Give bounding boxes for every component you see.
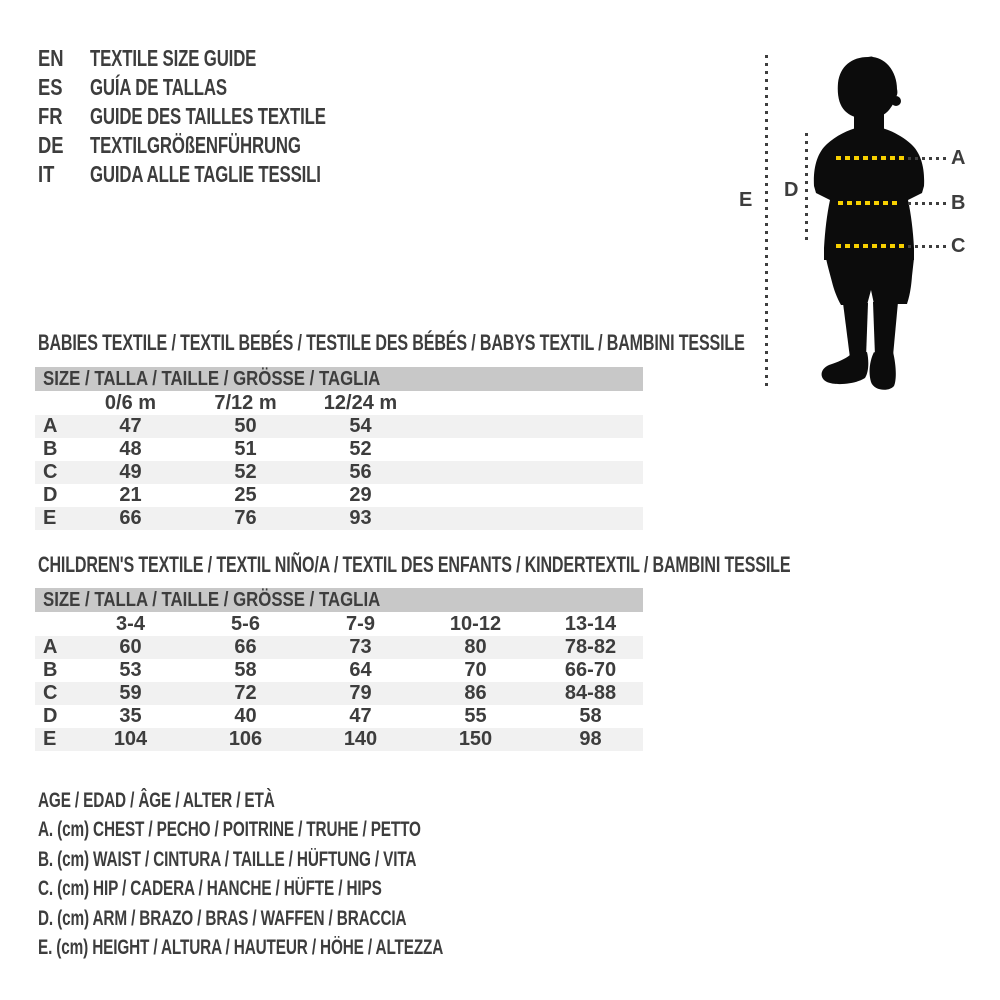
column-header: 0/6 m: [104, 391, 157, 414]
language-line-it: [38, 160, 413, 189]
column-header: 5-6: [231, 612, 260, 635]
waist-line-dark: [908, 202, 946, 205]
row-label: B: [43, 438, 58, 460]
children-size-table: [35, 588, 643, 751]
row-label: E: [43, 507, 57, 529]
size-header-label: SIZE / TALLA / TAILLE / GRÖSSE / TAGLIA: [43, 368, 381, 390]
size-value-cell: 150: [458, 728, 493, 750]
size-value-cell: 25: [234, 484, 257, 506]
size-value-cell: 98: [579, 728, 602, 750]
legend-line-waist: B. (cm) WAIST / CINTURA / TAILLE / HÜFTUNG / VITA: [38, 847, 417, 871]
size-value-cell: 70: [464, 659, 487, 681]
size-value-cell: 66: [234, 636, 257, 658]
size-value-cell: 59: [119, 682, 142, 704]
table-row: [35, 728, 643, 751]
size-value-cell: 84-88: [564, 682, 617, 704]
size-header-bar: [35, 588, 643, 612]
size-value-cell: 78-82: [564, 636, 617, 658]
size-value-cell: 47: [349, 705, 372, 727]
size-value-cell: 53: [119, 659, 142, 681]
size-value-cell: 54: [349, 415, 372, 437]
row-label: A: [43, 415, 58, 437]
table-row: [35, 415, 643, 438]
column-header: 7-9: [346, 612, 375, 635]
chest-label: A: [951, 147, 966, 169]
size-value-cell: 21: [119, 484, 142, 506]
table-row: [35, 461, 643, 484]
language-line-es: [38, 73, 413, 102]
children-section-title: CHILDREN'S TEXTILE / TEXTIL NIÑO/A / TEXTIL DES ENFANTS / KINDERTEXTIL / BAMBINI TESSILE: [38, 552, 791, 577]
hip-line-dark: [908, 245, 946, 248]
guide-title: GUÍA DE TALLAS: [90, 74, 227, 100]
size-value-cell: 52: [234, 461, 257, 483]
size-value-cell: 40: [234, 705, 257, 727]
hip-line-yellow: [836, 244, 904, 248]
arm-label: D: [784, 179, 799, 201]
size-value-cell: 73: [349, 636, 372, 658]
size-value-cell: 49: [119, 461, 142, 483]
table-row: [35, 682, 643, 705]
language-title-list: [38, 44, 413, 189]
size-value-cell: 76: [234, 507, 257, 529]
babies-size-table: [35, 367, 643, 530]
column-header: 3-4: [116, 612, 145, 635]
size-value-cell: 58: [579, 705, 602, 727]
column-header: 12/24 m: [323, 391, 398, 414]
column-header-row: [35, 612, 643, 636]
size-value-cell: 106: [228, 728, 263, 750]
size-value-cell: 48: [119, 438, 142, 460]
size-value-cell: 79: [349, 682, 372, 704]
size-value-cell: 86: [464, 682, 487, 704]
size-value-cell: 56: [349, 461, 372, 483]
column-header-row: [35, 391, 643, 415]
size-value-cell: 51: [234, 438, 257, 460]
size-value-cell: 64: [349, 659, 372, 681]
language-code: EN: [38, 45, 64, 71]
guide-title: TEXTILGRÖßENFÜHRUNG: [90, 132, 301, 158]
size-value-cell: 47: [119, 415, 142, 437]
row-label: A: [43, 636, 58, 658]
size-value-cell: 50: [234, 415, 257, 437]
waist-line-yellow: [838, 201, 900, 205]
language-code: FR: [38, 103, 63, 129]
child-silhouette: [810, 52, 926, 390]
chest-line-dark: [908, 157, 946, 160]
size-header-bar: [35, 367, 643, 391]
language-code: DE: [38, 132, 64, 158]
size-value-cell: 52: [349, 438, 372, 460]
column-header: 10-12: [449, 612, 502, 635]
chest-line-yellow: [836, 156, 906, 160]
size-value-cell: 29: [349, 484, 372, 506]
table-row: [35, 484, 643, 507]
row-label: C: [43, 461, 58, 483]
guide-title: GUIDE DES TAILLES TEXTILE: [90, 103, 326, 129]
row-label: B: [43, 659, 58, 681]
row-label: D: [43, 705, 58, 727]
column-header: 13-14: [564, 612, 617, 635]
language-code: IT: [38, 161, 55, 187]
row-label: E: [43, 728, 57, 750]
size-value-cell: 72: [234, 682, 257, 704]
babies-section-title: BABIES TEXTILE / TEXTIL BEBÉS / TESTILE DES BÉBÉS / BABYS TEXTIL / BAMBINI TESSILE: [38, 330, 745, 355]
arm-measure-line: [805, 133, 808, 245]
table-row: [35, 507, 643, 530]
height-label: E: [739, 189, 753, 211]
language-line-de: [38, 131, 413, 160]
size-value-cell: 93: [349, 507, 372, 529]
language-line-en: [38, 44, 413, 73]
table-row: [35, 636, 643, 659]
size-value-cell: 58: [234, 659, 257, 681]
waist-label: B: [951, 192, 966, 214]
size-value-cell: 80: [464, 636, 487, 658]
size-value-cell: 60: [119, 636, 142, 658]
table-row: [35, 705, 643, 728]
legend-line-arm: D. (cm) ARM / BRAZO / BRAS / WAFFEN / BRACCIA: [38, 906, 407, 930]
size-value-cell: 35: [119, 705, 142, 727]
legend-line-age: AGE / EDAD / ÂGE / ALTER / ETÀ: [38, 789, 275, 812]
size-value-cell: 55: [464, 705, 487, 727]
language-code: ES: [38, 74, 63, 100]
row-label: D: [43, 484, 58, 506]
size-value-cell: 66-70: [564, 659, 617, 681]
legend-line-hip: C. (cm) HIP / CADERA / HANCHE / HÜFTE / HIPS: [38, 877, 382, 901]
guide-title: GUIDA ALLE TAGLIE TESSILI: [90, 161, 321, 187]
table-row: [35, 438, 643, 461]
size-header-label: SIZE / TALLA / TAILLE / GRÖSSE / TAGLIA: [43, 589, 381, 611]
column-header: 7/12 m: [214, 391, 277, 414]
measurement-legend: [38, 786, 593, 962]
hip-label: C: [951, 235, 966, 257]
guide-title: TEXTILE SIZE GUIDE: [90, 45, 257, 71]
row-label: C: [43, 682, 58, 704]
size-value-cell: 140: [343, 728, 378, 750]
size-value-cell: 66: [119, 507, 142, 529]
size-value-cell: 104: [113, 728, 148, 750]
legend-line-chest: A. (cm) CHEST / PECHO / POITRINE / TRUHE / PETTO: [38, 818, 421, 842]
table-row: [35, 659, 643, 682]
language-line-fr: [38, 102, 413, 131]
legend-line-height: E. (cm) HEIGHT / ALTURA / HAUTEUR / HÖHE / ALTEZZA: [38, 935, 444, 959]
